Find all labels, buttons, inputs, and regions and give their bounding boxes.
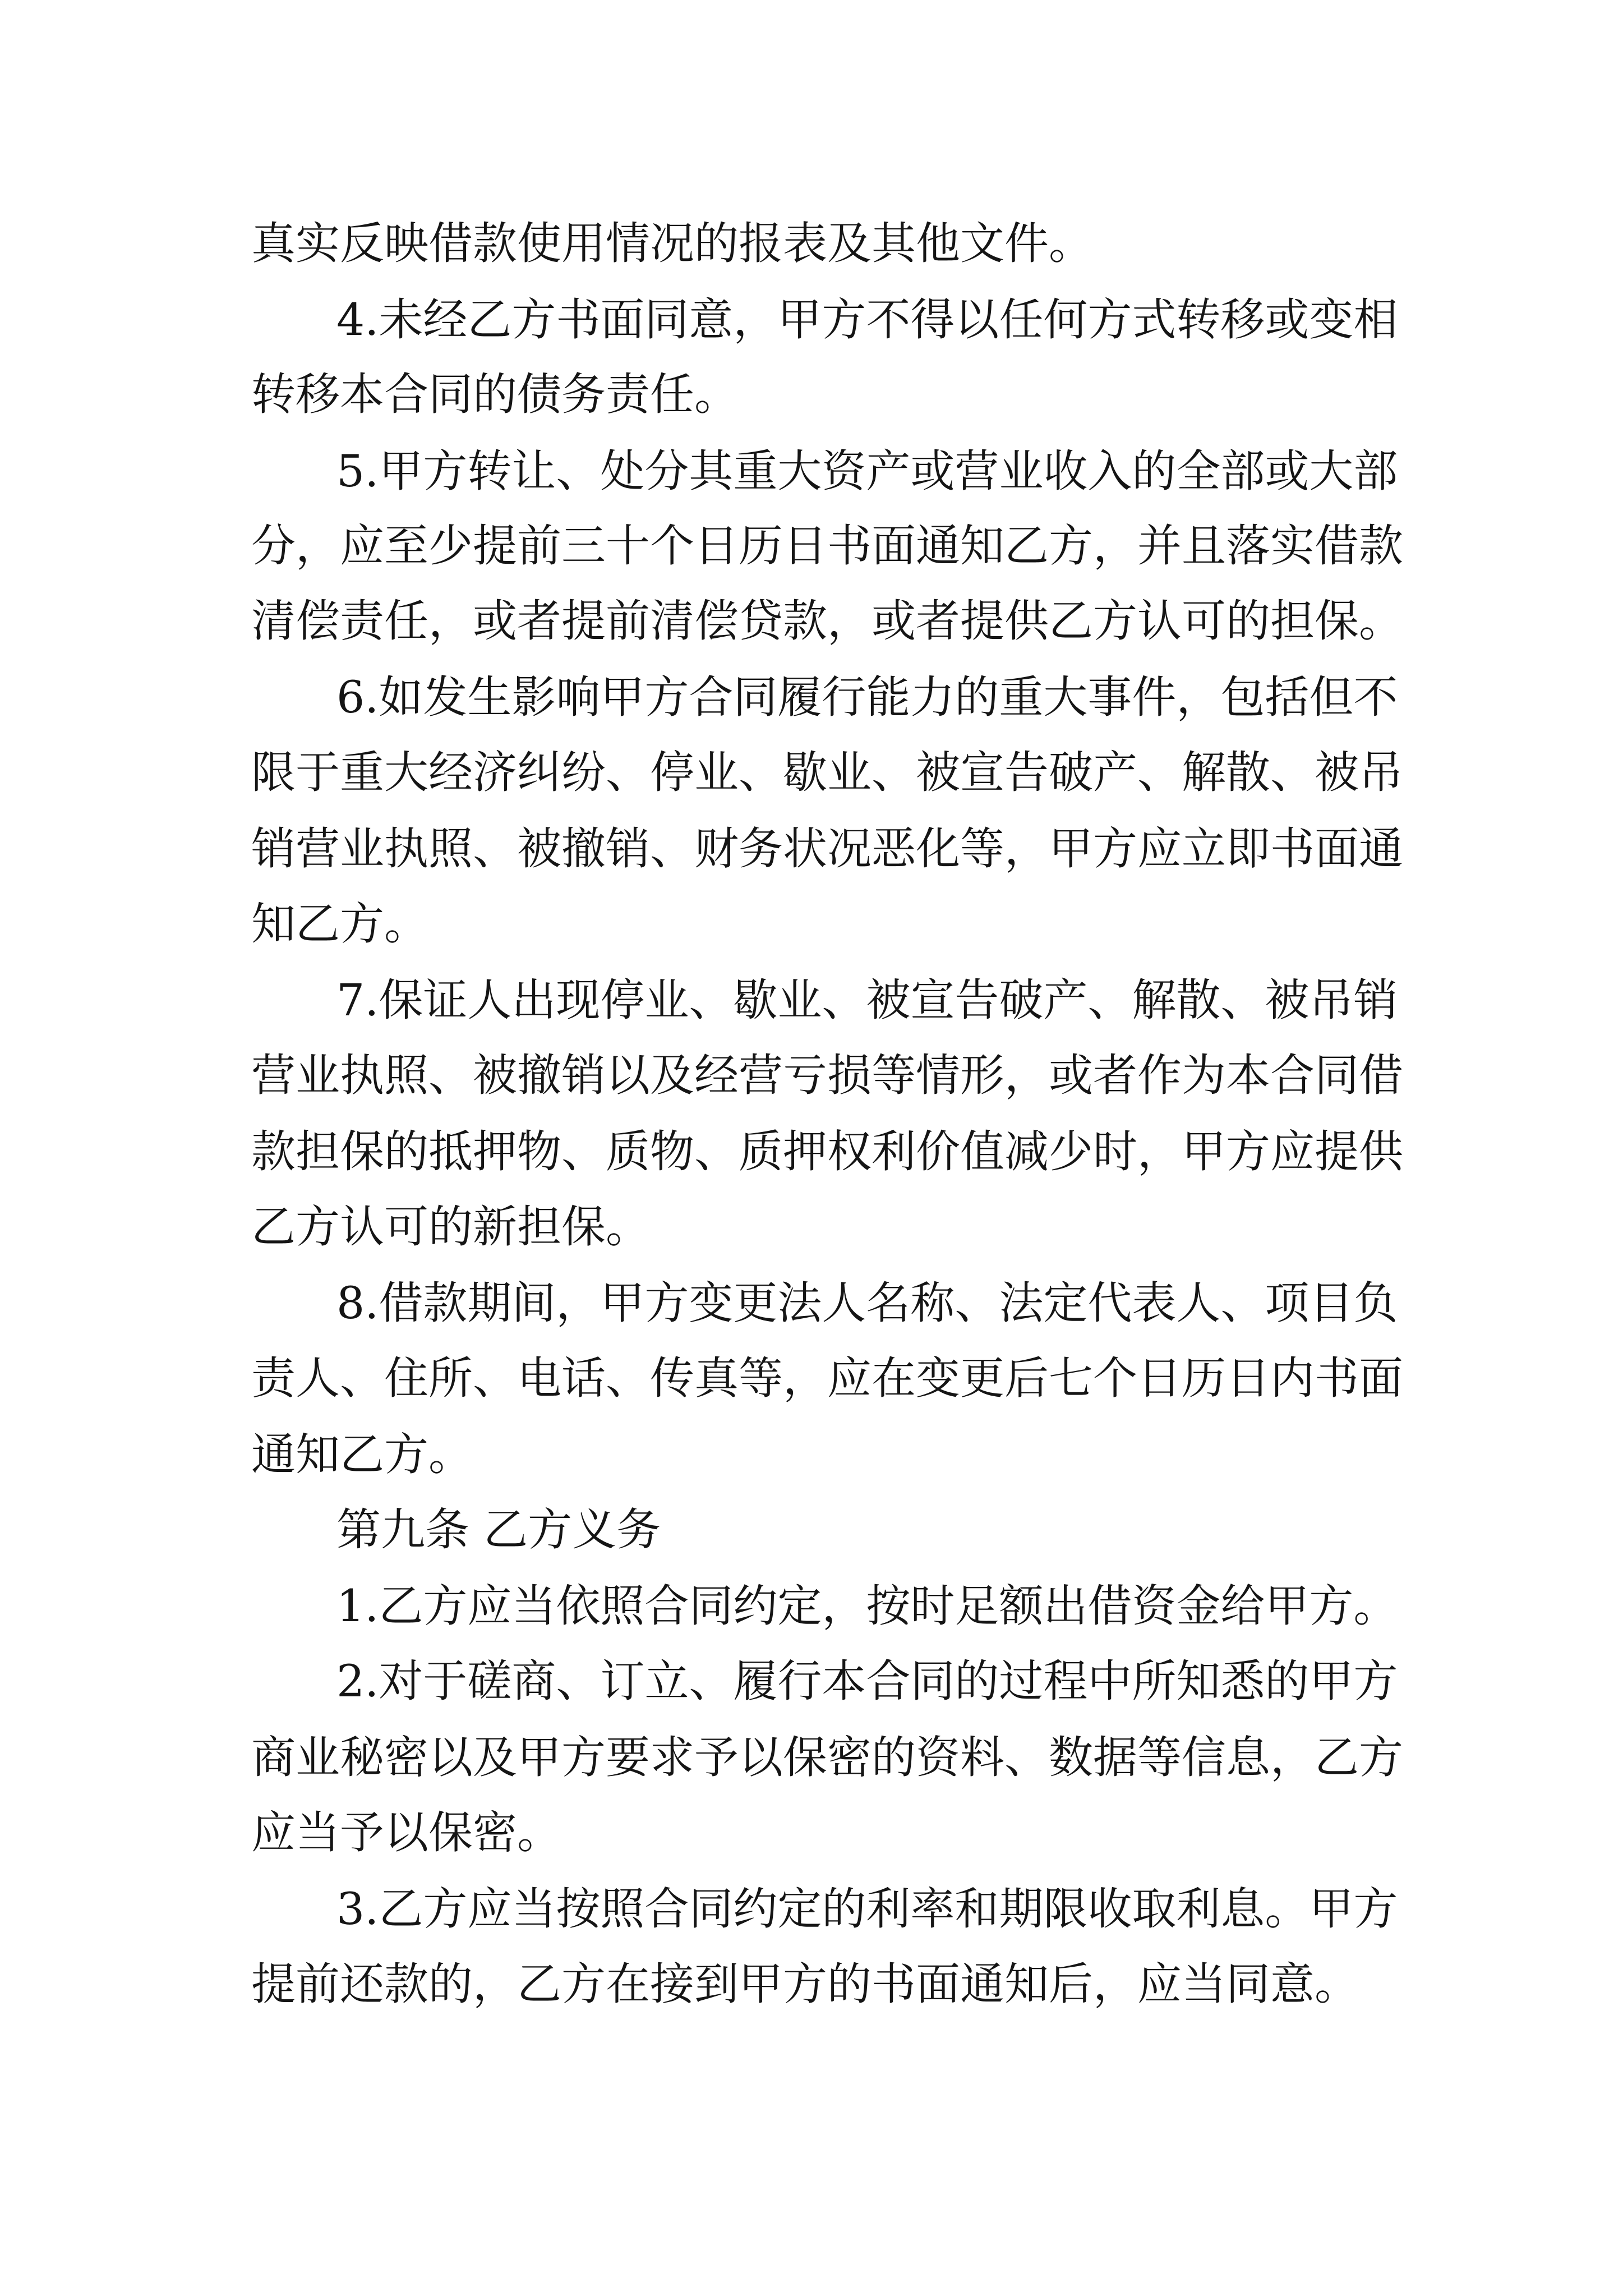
clause-5-line-3: 清偿责任，或者提前清偿贷款，或者提供乙方认可的担保。 [251,595,1403,647]
clause-6-line-4: 知乙方。 [251,898,428,950]
clause-7-line-2: 营业执照、被撤销以及经营亏损等情形，或者作为本合同借 [251,1050,1403,1101]
clause-6-line-2: 限于重大经济纠纷、停业、歇业、被宣告破产、解散、被吊 [251,747,1403,798]
obligation-1-line-1: 1.乙方应当依照合同约定，按时足额出借资金给甲方。 [336,1580,1398,1632]
obligation-2-line-2: 商业秘密以及甲方要求予以保密的资料、数据等信息，乙方 [251,1732,1403,1783]
clause-8-line-3: 通知乙方。 [251,1429,473,1480]
obligation-3-line-2: 提前还款的，乙方在接到甲方的书面通知后，应当同意。 [251,1958,1359,2010]
clause-7-line-1: 7.保证人出现停业、歇业、被宣告破产、解散、被吊销 [336,974,1398,1026]
clause-6-line-1: 6.如发生影响甲方合同履行能力的重大事件，包括但不 [336,671,1398,723]
obligation-2-line-1: 2.对于磋商、订立、履行本合同的过程中所知悉的甲方 [336,1655,1398,1707]
clause-5-line-2: 分，应至少提前三十个日历日书面通知乙方，并且落实借款 [251,520,1403,572]
article-9-heading: 第九条 乙方义务 [336,1504,661,1556]
clause-8-line-1: 8.借款期间，甲方变更法人名称、法定代表人、项目负 [336,1277,1398,1329]
clause-7-line-3: 款担保的抵押物、质物、质押权利价值减少时，甲方应提供 [251,1126,1403,1177]
obligation-2-line-3: 应当予以保密。 [251,1807,561,1858]
clause-5-line-1: 5.甲方转让、处分其重大资产或营业收入的全部或大部 [336,445,1398,497]
text-line: 真实反映借款使用情况的报表及其他文件。 [251,218,1093,269]
clause-4-line-1: 4.未经乙方书面同意，甲方不得以任何方式转移或变相 [336,294,1398,346]
clause-8-line-2: 责人、住所、电话、传真等，应在变更后七个日历日内书面 [251,1352,1403,1404]
obligation-3-line-1: 3.乙方应当按照合同约定的利率和期限收取利息。甲方 [336,1883,1398,1935]
clause-4-line-2: 转移本合同的债务责任。 [251,369,739,420]
clause-7-line-4: 乙方认可的新担保。 [251,1201,650,1253]
clause-6-line-3: 销营业执照、被撤销、财务状况恶化等，甲方应立即书面通 [251,823,1403,875]
